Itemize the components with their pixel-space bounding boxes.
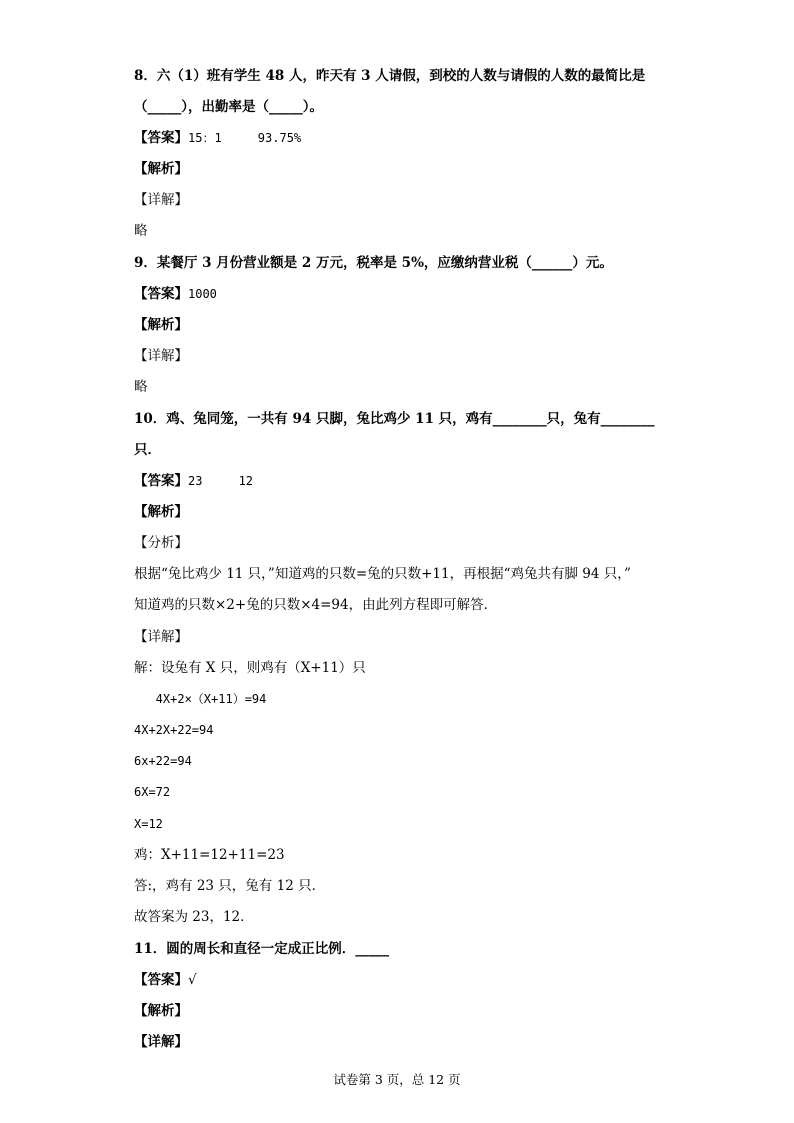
question-9-answer	[134, 285, 217, 303]
solution-line: X=12	[134, 817, 163, 831]
question-8-text: 8．六（1）班有学生 48 人，昨天有 3 人请假，到校的人数与请假的人数的最简比是	[134, 68, 646, 84]
question-10-analysis-text: 根据“兔比鸡少 11 只，”知道鸡的只数=兔的只数+11，再根据“鸡兔共有脚 94 只，”	[134, 566, 631, 582]
question-11-detail-label: 【详解】	[134, 1034, 188, 1050]
solution-line: 6x+22=94	[134, 754, 192, 768]
answer-label: 【答案】	[134, 286, 188, 302]
solution-line: 6X=72	[134, 785, 171, 799]
question-10-answer	[134, 472, 253, 490]
answer-value: 1000	[188, 287, 217, 301]
solution-line: 4X+2×（X+11）=94	[134, 692, 267, 706]
question-8-detail: 略	[134, 223, 148, 239]
question-11-analysis-label: 【解析】	[134, 1003, 188, 1019]
solution-line: 答:，鸡有 23 只，兔有 12 只．	[134, 878, 326, 894]
question-10-text-cont: 只．	[134, 442, 161, 458]
answer-label: 【答案】	[134, 972, 188, 988]
answer-label: 【答案】	[134, 473, 188, 489]
question-9-detail-label: 【详解】	[134, 348, 188, 364]
solution-line: 4X+2X+22=94	[134, 723, 214, 737]
question-11-text: 11．圆的周长和直径一定成正比例．_____	[134, 941, 390, 957]
solution-line: 解：设兔有 X 只，则鸡有（X+11）只	[134, 660, 366, 676]
page-footer: 试卷第 3 页，总 12 页	[333, 1072, 461, 1087]
question-10-analysis-text-cont: 知道鸡的只数×2+兔的只数×4=94，由此列方程即可解答．	[134, 597, 498, 613]
solution-line: 故答案为 23，12．	[134, 909, 254, 925]
answer-label: 【答案】	[134, 130, 188, 146]
question-10-analysis-sub-label: 【分析】	[134, 535, 188, 551]
question-8-analysis-label: 【解析】	[134, 161, 188, 177]
question-10-analysis-label: 【解析】	[134, 504, 188, 520]
question-8-answer	[134, 129, 301, 147]
answer-value: 23 12	[188, 474, 254, 488]
question-10-detail-label: 【详解】	[134, 629, 188, 645]
answer-value: √	[188, 972, 197, 988]
question-8-text-cont: （_____），出勤率是（_____）。	[134, 99, 323, 115]
question-10-text: 10．鸡、兔同笼，一共有 94 只脚，兔比鸡少 11 只，鸡有________只，兔有________	[134, 411, 655, 427]
solution-line: 鸡：X+11=12+11=23	[134, 847, 285, 863]
question-8-detail-label: 【详解】	[134, 192, 188, 208]
question-9-detail: 略	[134, 379, 148, 395]
question-11-answer	[134, 971, 197, 989]
question-9-analysis-label: 【解析】	[134, 317, 188, 333]
question-9-text: 9．某餐厅 3 月份营业额是 2 万元，税率是 5%，应缴纳营业税（______）元。	[134, 255, 613, 271]
answer-value: 15：1 93.75%	[188, 131, 302, 145]
